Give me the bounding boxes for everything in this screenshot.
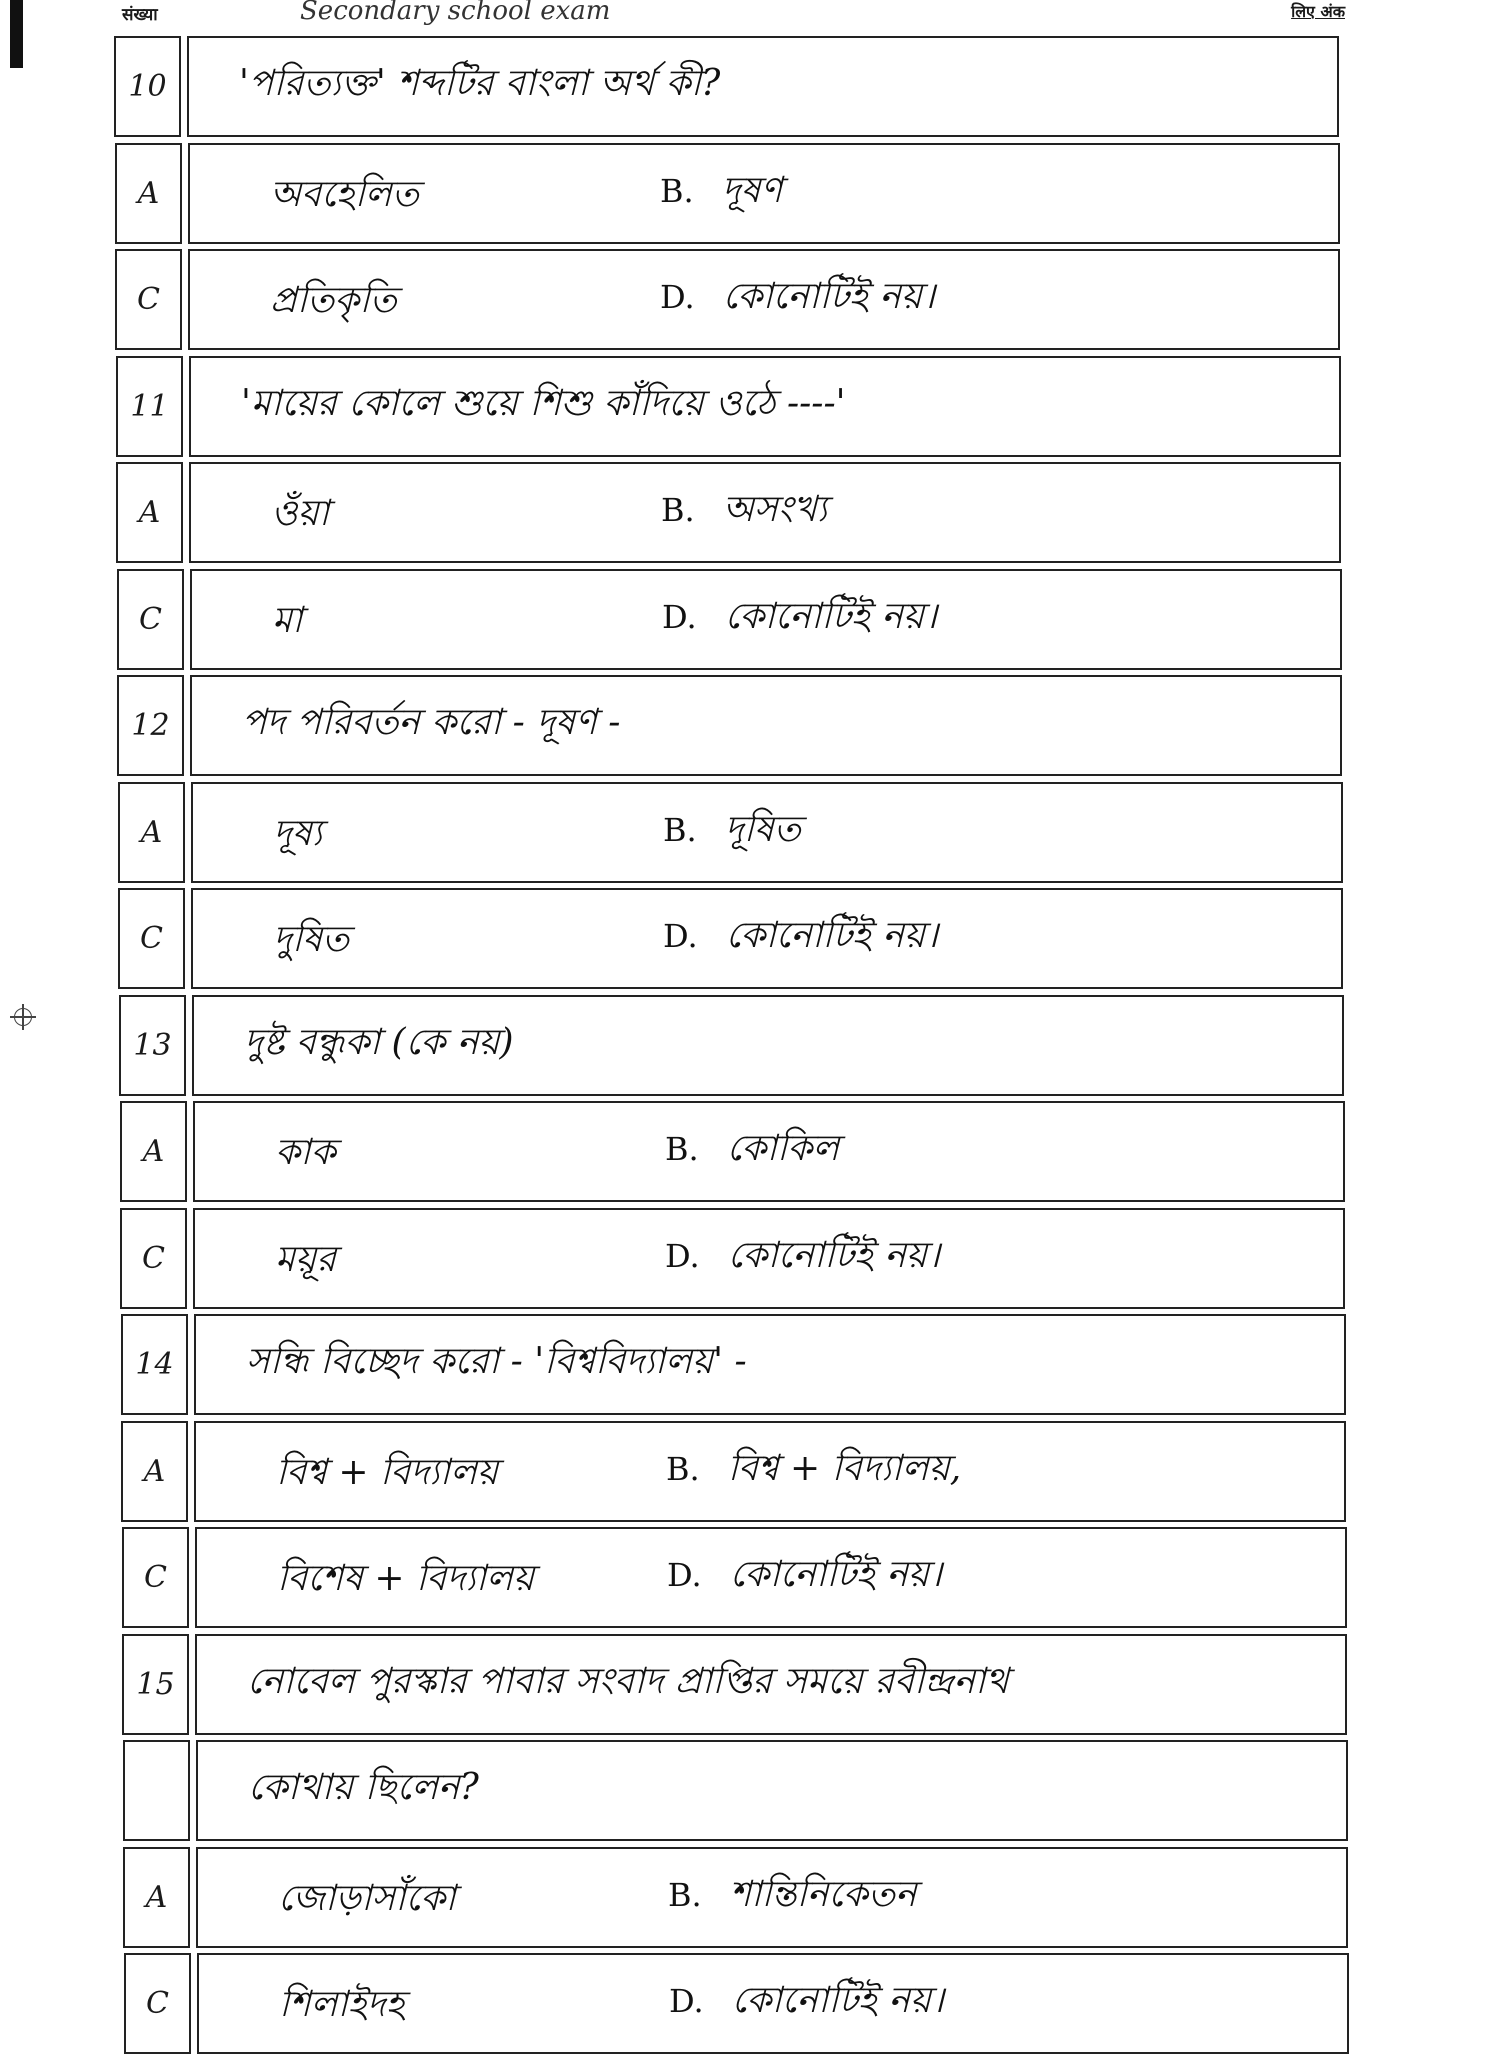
option-second-letter: D.	[665, 1237, 700, 1275]
option-first-text: শিলাইদহ	[279, 1984, 405, 2025]
option-second-letter: B.	[666, 1450, 700, 1488]
option-first-text: অবহেলিত	[270, 174, 419, 215]
option-second-text: শান্তিনিকেতন	[729, 1874, 917, 1915]
row-number-cell: 15	[122, 1634, 189, 1735]
row-number-cell: 14	[121, 1314, 188, 1415]
option-second-letter: D.	[662, 598, 697, 636]
row-text-cell	[190, 675, 1342, 776]
option-second-letter: D.	[663, 917, 698, 955]
row-number-cell: 11	[116, 356, 183, 457]
option-second	[669, 1973, 944, 2033]
row-text-cell	[193, 1101, 1345, 1202]
option-second-letter: D.	[667, 1556, 702, 1594]
option-first-text: বিশ্ব + বিদ্যালয়	[276, 1452, 499, 1493]
header-serial-label: संख्या	[122, 5, 158, 25]
question-text: 'মায়ের কোলে শুয়ে শিশু কাঁদিয়ে ওঠে ----'	[241, 383, 846, 424]
row-text-cell	[191, 888, 1343, 989]
row-text-cell	[195, 1634, 1347, 1735]
option-second	[665, 1228, 940, 1288]
row-text-cell	[188, 249, 1340, 350]
option-second	[668, 1867, 916, 1927]
option-first-text: ওঁয়া	[271, 493, 330, 534]
option-second-text: কোনোটিই নয়।	[731, 1980, 944, 2021]
row-text-cell	[196, 1847, 1348, 1948]
question-text: কোথায় ছিলেন?	[248, 1767, 479, 1808]
row-number-cell: C	[122, 1527, 189, 1628]
row-number-cell: 12	[117, 675, 184, 776]
row-number-cell: A	[121, 1421, 188, 1522]
question-text: সন্ধি বিচ্ছেদ করো - 'বিশ্ববিদ্যালয়' -	[246, 1341, 747, 1382]
option-first-text: দুষিত	[273, 919, 350, 960]
row-text-cell	[192, 995, 1344, 1096]
row-text-cell	[197, 1953, 1349, 2054]
row-number-cell: A	[120, 1101, 187, 1202]
row-number-cell	[123, 1740, 190, 1841]
row-number-cell: C	[118, 888, 185, 989]
row-number-cell: A	[123, 1847, 190, 1948]
option-first-text: মা	[272, 600, 303, 641]
row-text-cell	[194, 1314, 1346, 1415]
row-number-cell: C	[117, 569, 184, 670]
option-first-text: দূষ্য	[273, 813, 323, 854]
row-text-cell	[189, 462, 1341, 563]
option-second-text: দূষণ	[721, 170, 783, 211]
option-first-text: প্রতিকৃতি	[270, 280, 397, 321]
option-second-text: বিশ্ব + বিদ্যালয়,	[727, 1448, 962, 1489]
option-second-text: কোকিল	[726, 1128, 840, 1169]
row-number-cell: 10	[114, 36, 181, 137]
row-number-cell: A	[118, 782, 185, 883]
option-second-text: কোনোটিই নয়।	[725, 915, 938, 956]
row-number-cell: 13	[119, 995, 186, 1096]
option-second-text: অসংখ্য	[722, 489, 828, 530]
row-number-cell: C	[115, 249, 182, 350]
option-second	[666, 1441, 961, 1501]
row-text-cell	[196, 1740, 1348, 1841]
option-second	[662, 589, 937, 649]
option-second	[663, 802, 801, 862]
row-text-cell	[187, 36, 1339, 137]
option-second-letter: B.	[665, 1130, 699, 1168]
option-second	[660, 163, 782, 223]
row-text-cell	[195, 1527, 1347, 1628]
option-second-letter: B.	[660, 172, 694, 210]
row-text-cell	[188, 143, 1340, 244]
option-second-text: কোনোটিই নয়।	[729, 1554, 942, 1595]
option-second-letter: D.	[660, 278, 695, 316]
option-second-text: কোনোটিই নয়।	[724, 596, 937, 637]
option-first-text: কাক	[275, 1132, 336, 1173]
option-second	[660, 269, 935, 329]
header-handwritten-title: Secondary school exam	[300, 0, 611, 26]
option-second-letter: B.	[668, 1876, 702, 1914]
option-second	[665, 1121, 839, 1181]
question-text: দুষ্ট বন্ধুকা (কে নয়)	[244, 1022, 514, 1063]
row-text-cell	[189, 356, 1341, 457]
option-first-text: ময়ূর	[275, 1239, 336, 1280]
row-number-cell: C	[120, 1208, 187, 1309]
row-number-cell: A	[115, 143, 182, 244]
question-text: নোবেল পুরস্কার পাবার সংবাদ প্রাপ্তির সময়ে রবীন্দ্রনাথ	[247, 1661, 1009, 1702]
question-text: 'পরিত্যক্ত' শব্দটির বাংলা অর্থ কী?	[239, 63, 721, 104]
option-second	[663, 908, 938, 968]
row-text-cell	[191, 782, 1343, 883]
row-text-cell	[193, 1208, 1345, 1309]
header-marks-label: लिए अंक	[1291, 2, 1345, 21]
option-first-text: বিশেষ + বিদ্যালয়	[277, 1558, 535, 1599]
row-number-cell: C	[124, 1953, 191, 2054]
question-text: পদ পরিবর্তন করো - দূষণ -	[242, 702, 621, 743]
option-second-letter: D.	[669, 1982, 704, 2020]
option-second-text: কোনোটিই নয়।	[722, 276, 935, 317]
row-text-cell	[194, 1421, 1346, 1522]
option-second-letter: B.	[663, 811, 697, 849]
row-number-cell: A	[116, 462, 183, 563]
option-second-text: দূষিত	[724, 809, 801, 850]
option-first-text: জোড়াসাঁকো	[278, 1878, 456, 1919]
option-second-text: কোনোটিই নয়।	[727, 1235, 940, 1276]
option-second	[667, 1547, 942, 1607]
row-text-cell	[190, 569, 1342, 670]
option-second-letter: B.	[661, 491, 695, 529]
option-second	[661, 482, 827, 542]
